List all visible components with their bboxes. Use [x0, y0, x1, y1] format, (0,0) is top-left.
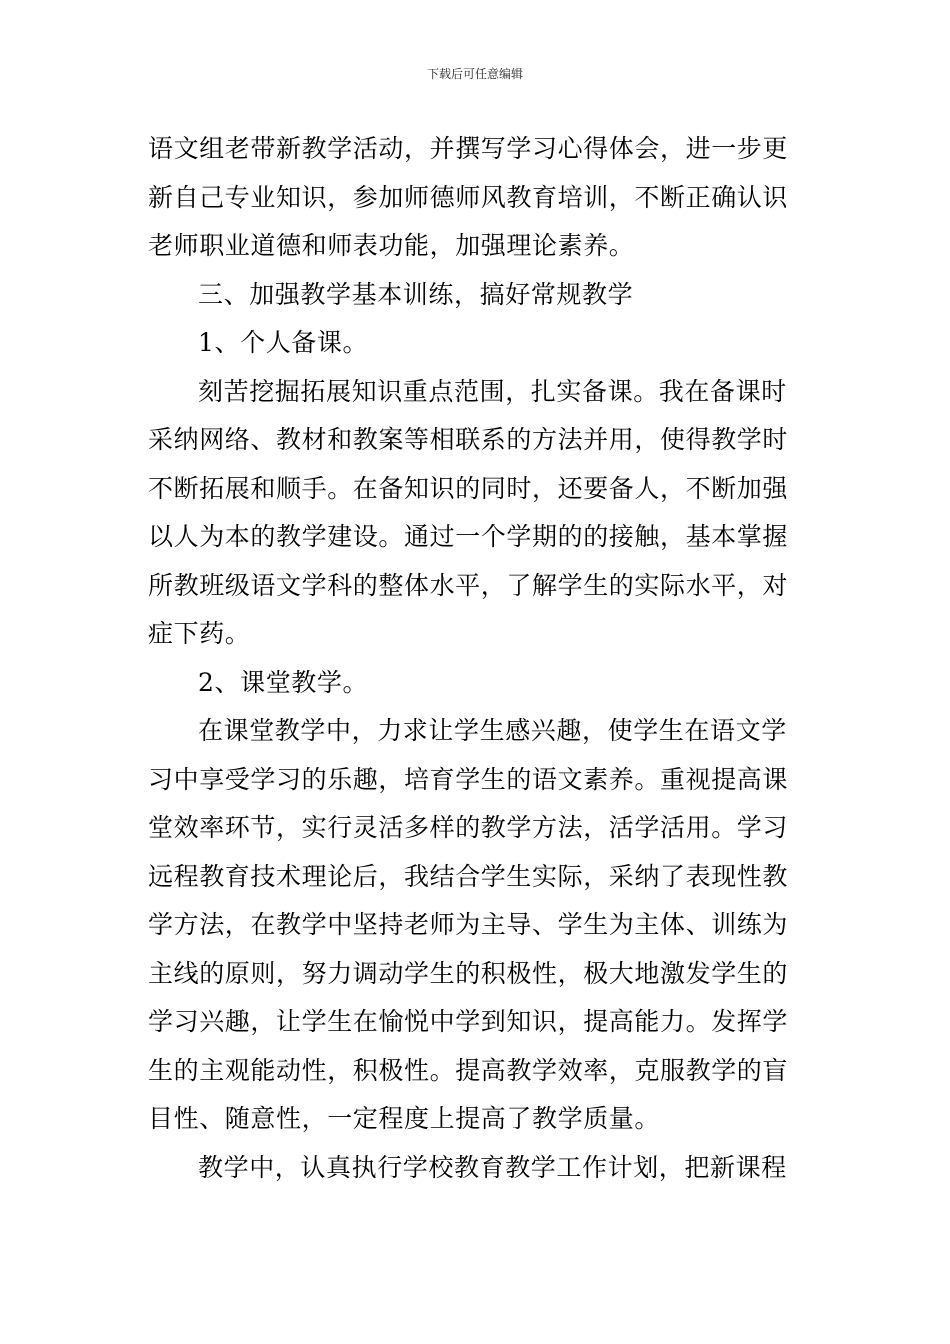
text-line: 习中享受学习的乐趣，培育学生的语文素养。重视提高课: [148, 764, 789, 794]
page-header: 下载后可任意编辑: [426, 67, 523, 81]
text-line: 刻苦挖掘拓展知识重点范围，扎实备课。我在备课时: [198, 376, 787, 406]
text-line: 不断拓展和顺手。在备知识的同时，还要备人，不断加强: [148, 473, 789, 503]
text-line: 主线的原则，努力调动学生的积极性，极大地激发学生的: [148, 958, 789, 988]
text-line: 生的主观能动性，积极性。提高教学效率，克服教学的盲: [148, 1055, 789, 1085]
text-line: 语文组老带新教学活动，并撰写学习心得体会，进一步更: [148, 134, 789, 163]
text-line: 目性、随意性，一定程度上提高了教学质量。: [148, 1104, 661, 1133]
text-line: 学习兴趣，让学生在愉悦中学到知识，提高能力。发挥学: [148, 1007, 789, 1036]
text-line: 1、个人备课。: [198, 328, 369, 357]
text-line: 采纳网络、教材和教案等相联系的方法并用，使得教学时: [148, 425, 789, 454]
text-line: 堂效率环节，实行灵活多样的教学方法，活学活用。学习: [148, 813, 789, 842]
text-line: 学方法，在教学中坚持老师为主导、学生为主体、训练为: [148, 910, 789, 939]
text-line: 在课堂教学中，力求让学生感兴趣，使学生在语文学: [198, 716, 787, 745]
text-line: 症下药。: [148, 619, 251, 648]
text-line: 远程教育技术理论后，我结合学生实际，采纳了表现性教: [148, 861, 789, 891]
text-line: 三、加强教学基本训练，搞好常规教学: [198, 279, 634, 309]
text-line: 以人为本的教学建设。通过一个学期的的接触，基本掌握: [148, 522, 789, 551]
text-line: 所教班级语文学科的整体水平，了解学生的实际水平，对: [148, 570, 789, 600]
text-line: 老师职业道德和师表功能，加强理论素养。: [148, 231, 635, 260]
text-line: 教学中，认真执行学校教育教学工作计划，把新课程: [198, 1152, 787, 1182]
text-line: 新自己专业知识，参加师德师风教育培训，不断正确认识: [148, 182, 789, 212]
document-body: [148, 125, 808, 1192]
text-line: 2、课堂教学。: [198, 667, 369, 697]
